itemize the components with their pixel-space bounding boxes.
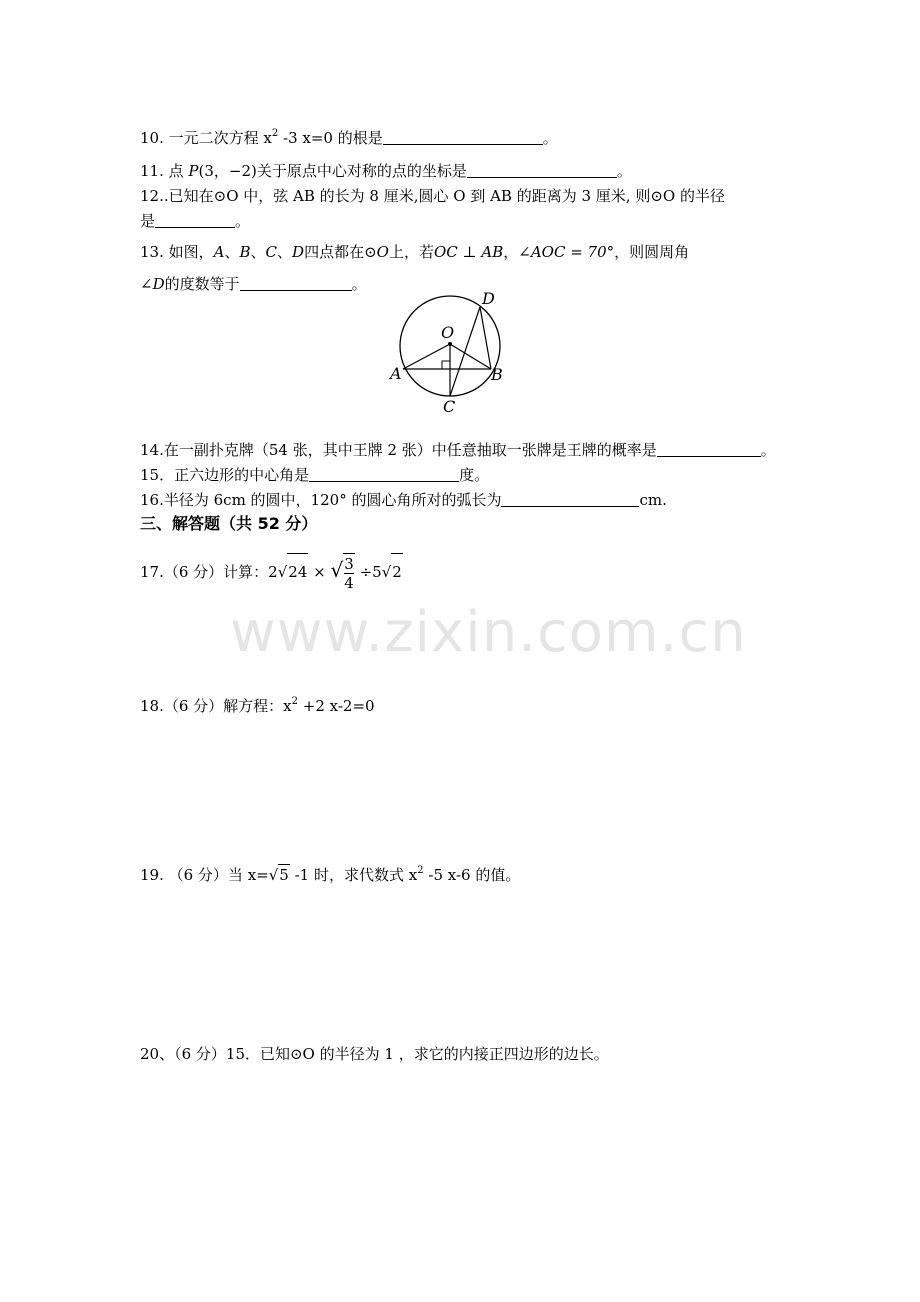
question-19 <box>140 864 520 885</box>
q13-condition: OC ⊥ AB <box>433 243 504 261</box>
q13-comma: ， <box>503 243 519 261</box>
q17-sqrt-fraction: √ $\frac{3}{4}$ <box>330 554 354 592</box>
label-c: C <box>443 397 456 416</box>
q13-B: B <box>239 243 251 261</box>
label-b: B <box>491 365 503 384</box>
q10-mid: -3 x=0 的根是 <box>278 129 383 147</box>
q19-mid: -1 时，求代数式 x <box>289 866 418 884</box>
q13-D: D <box>292 243 305 261</box>
q10-exponent: 2 <box>271 128 279 139</box>
label-a: A <box>390 364 402 383</box>
segment-oa <box>403 344 450 369</box>
q19-rest: -5 x-6 的值。 <box>423 866 521 884</box>
q13-line1d: ，则圆周角 <box>614 243 690 261</box>
q15-text: 15．正六边形的中心角是 <box>140 466 310 484</box>
right-angle-mark <box>442 361 450 369</box>
question-13-line1 <box>140 242 689 262</box>
question-16 <box>140 490 667 510</box>
question-13-line2 <box>140 274 367 294</box>
question-18 <box>140 696 375 716</box>
q17-prefix: 17.（6 分）计算：2 <box>140 563 278 581</box>
q14-end: 。 <box>760 441 776 459</box>
q13-C: C <box>265 243 278 261</box>
q16-end: cm. <box>639 491 667 509</box>
q17-sqrt-24: √24 <box>278 553 309 590</box>
q14-answer-blank[interactable] <box>657 441 761 457</box>
q17-times: × <box>313 563 326 581</box>
q11-point-p: P <box>188 162 199 180</box>
q10-prefix: 10. 一元二次方程 x <box>140 129 272 147</box>
q17-fraction <box>344 555 354 592</box>
q20-text: 20、（6 分）15．已知⊙O 的半径为 1 ，求它的内接正四边形的边长。 <box>140 1045 609 1063</box>
q11-answer-blank[interactable] <box>467 162 617 178</box>
question-12-line2 <box>140 211 250 231</box>
section-title: 三、解答题（共 52 分） <box>140 514 318 533</box>
label-o: O <box>441 323 455 342</box>
q17-radicand-2: 2 <box>391 553 403 590</box>
circle-figure <box>385 288 525 418</box>
question-20 <box>140 1044 609 1064</box>
q19-radicand-5: 5 <box>279 866 289 884</box>
q11-end: 。 <box>616 162 632 180</box>
q16-answer-blank[interactable] <box>501 491 639 507</box>
q11-prefix: 11. 点 <box>140 162 189 180</box>
q13-line1a: 13. 如图， <box>140 243 214 261</box>
q13-O: O <box>376 243 389 261</box>
question-17 <box>140 552 403 592</box>
q19-prefix: 19. （6 分）当 x= <box>140 866 269 884</box>
q16-text: 16.半径为 6cm 的圆中，120° 的圆心角所对的弧长为 <box>140 491 502 509</box>
q15-answer-blank[interactable] <box>309 466 459 482</box>
q12-end: 。 <box>235 212 251 230</box>
q19-sqrt-5: √5 <box>268 866 289 884</box>
q15-end: 度。 <box>459 466 490 484</box>
q13-sep1: 、 <box>224 243 240 261</box>
question-15 <box>140 465 489 485</box>
q19-exponent: 2 <box>417 865 424 876</box>
center-dot <box>448 342 452 346</box>
q13-answer-blank[interactable] <box>240 275 352 291</box>
segment-cd <box>450 307 480 396</box>
q12-answer-blank[interactable] <box>155 212 235 228</box>
q13-line1c: 上，若 <box>388 243 434 261</box>
q13-line1b: 四点都在⊙ <box>304 243 377 261</box>
q11-coords: (3，−2)关于原点中心对称的点的坐标是 <box>198 162 467 180</box>
q17-divide: ÷5 <box>359 563 382 581</box>
q13-line2b: 的度数等于 <box>164 275 240 293</box>
q18-prefix: 18.（6 分）解方程：x <box>140 697 292 715</box>
q13-sep3: 、 <box>277 243 293 261</box>
q18-rest: +2 x-2=0 <box>298 697 375 715</box>
segment-ob <box>450 344 491 369</box>
question-12-line1 <box>140 186 725 206</box>
q10-answer-blank[interactable] <box>383 129 543 145</box>
q17-sqrt-2: √2 <box>382 553 403 590</box>
q14-text: 14.在一副扑克牌（54 张，其中王牌 2 张）中任意抽取一张牌是王牌的概率是 <box>140 441 657 459</box>
q13-angle-aoc: ∠AOC = 70° <box>518 243 615 261</box>
q17-radicand-24: 24 <box>287 553 308 590</box>
q12-line1: 12..已知在⊙O 中，弦 AB 的长为 8 厘米,圆心 O 到 AB 的距离为 3 厘米, 则⊙O 的半径 <box>140 187 725 205</box>
label-d: D <box>482 289 495 308</box>
question-11 <box>140 161 632 181</box>
q13-sep2: 、 <box>250 243 266 261</box>
q17-denominator: 4 <box>344 573 354 592</box>
q13-angle-d: ∠D <box>140 275 165 293</box>
segment-db <box>480 307 491 369</box>
q13-end: 。 <box>351 275 367 293</box>
watermark: www.zixin.com.cn <box>230 600 747 665</box>
q18-exponent: 2 <box>291 696 299 707</box>
q13-A: A <box>213 243 225 261</box>
q12-line2a: 是 <box>140 212 156 230</box>
q10-end: 。 <box>542 129 558 147</box>
q17-numerator: 3 <box>344 554 354 573</box>
question-10 <box>140 128 558 148</box>
question-14 <box>140 440 776 460</box>
